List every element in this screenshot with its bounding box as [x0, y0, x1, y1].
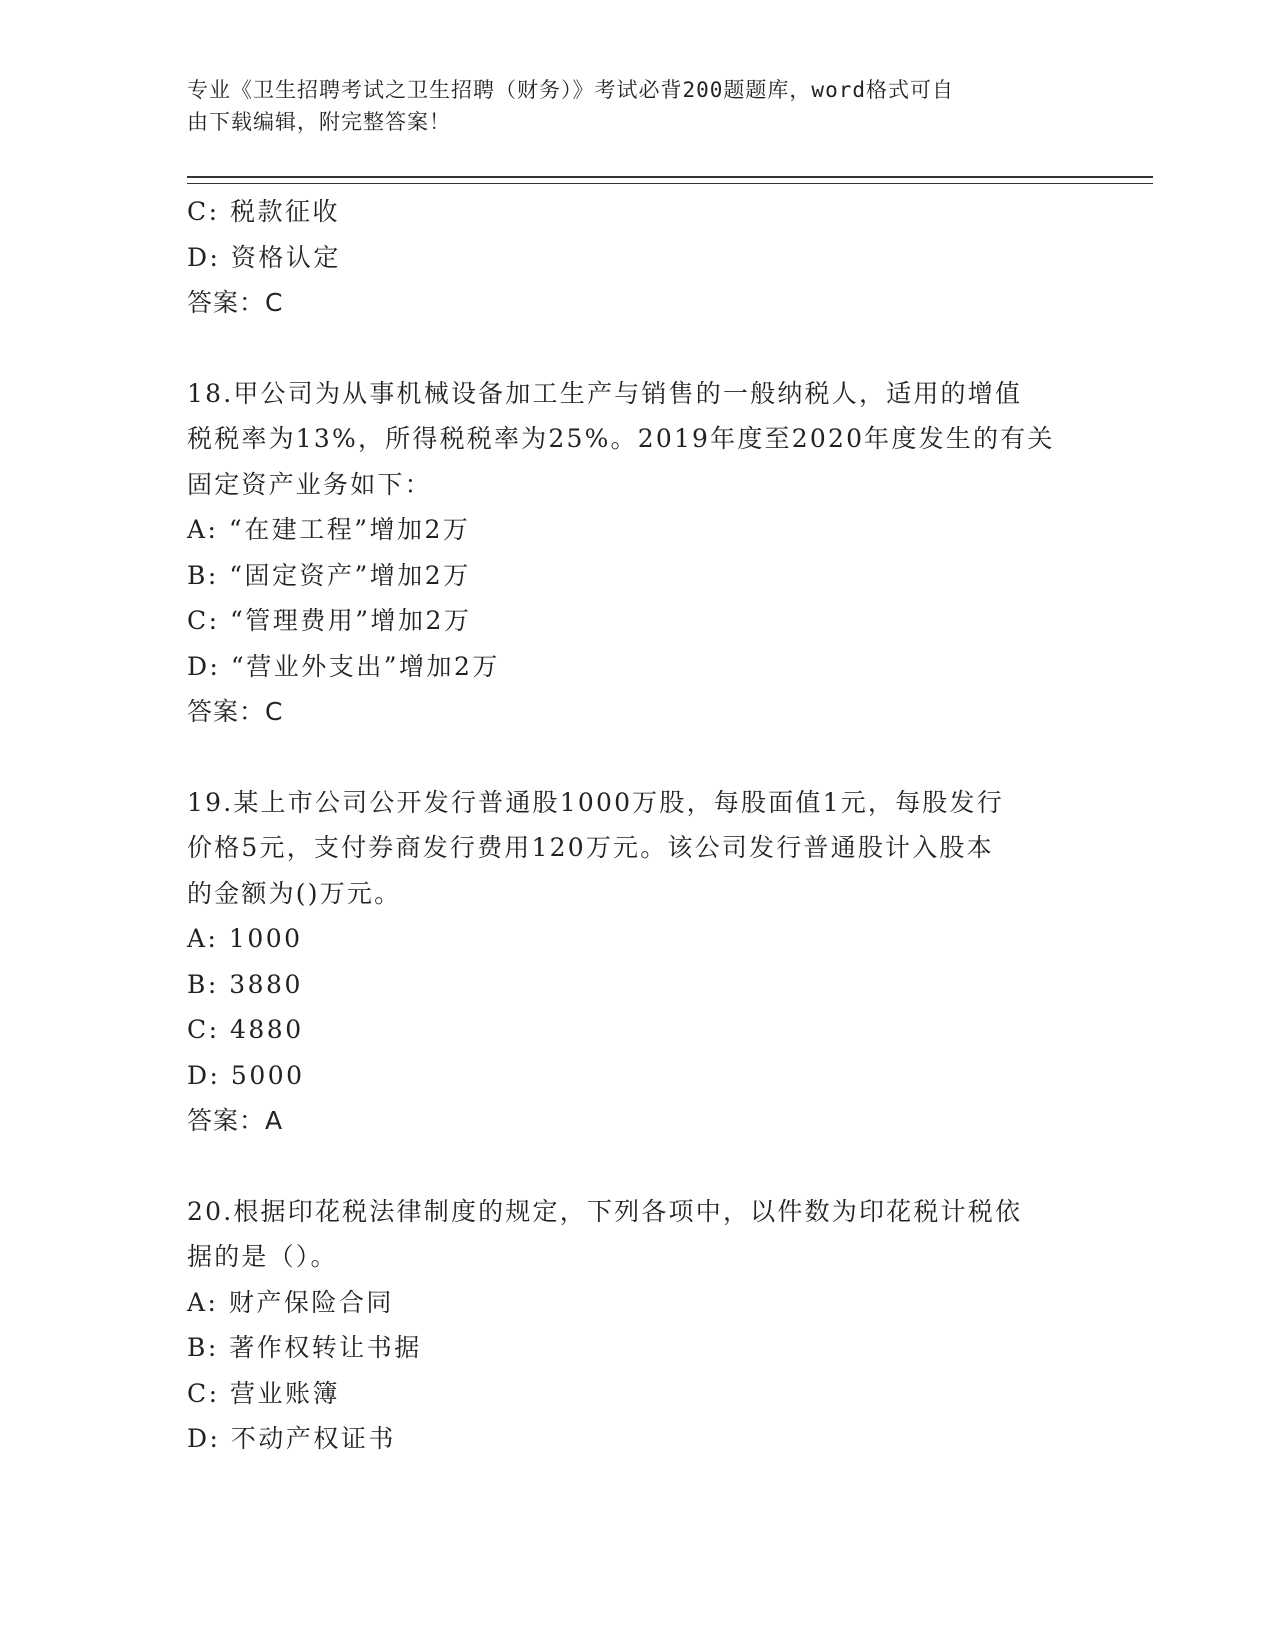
question-stem	[187, 371, 1087, 508]
option-b: B: 著作权转让书据	[187, 1333, 422, 1362]
option-c: C: 4880	[187, 1015, 304, 1044]
question-20	[187, 1189, 1087, 1462]
option-c: C: “管理费用”增加2万	[187, 606, 472, 635]
stem-line: 18.甲公司为从事机械设备加工生产与销售的一般纳税人，适用的增值	[187, 378, 1023, 408]
stem-line: 固定资产业务如下：	[187, 469, 432, 499]
option-d: D: 资格认定	[187, 242, 341, 272]
option-b: B: 3880	[187, 969, 303, 999]
option-d: D: 不动产权证书	[187, 1424, 396, 1453]
stem-line: 据的是（）。	[187, 1242, 338, 1271]
option-a: A: 1000	[187, 924, 303, 953]
header-line-2: 由下载编辑，附完整答案！	[187, 110, 451, 134]
header-divider-thick	[187, 176, 1153, 178]
stem-line: 19.某上市公司公开发行普通股1000万股，每股面值1元，每股发行	[187, 787, 1004, 817]
stem-line: 的金额为()万元。	[187, 878, 402, 908]
question-stem	[187, 780, 1087, 917]
header-divider-thin	[187, 183, 1153, 184]
option-d: D: 5000	[187, 1060, 305, 1090]
stem-line: 税税率为13%，所得税税率为25%。2019年度至2020年度发生的有关	[187, 424, 1055, 453]
option-a: A: “在建工程”增加2万	[187, 515, 471, 544]
option-b: B: “固定资产”增加2万	[187, 560, 471, 590]
answer-line: 答案：A	[187, 1106, 284, 1135]
option-d: D: “营业外支出”增加2万	[187, 651, 500, 681]
stem-line: 价格5元，支付券商发行费用120万元。该公司发行普通股计入股本	[187, 833, 994, 862]
answer-line: 答案：C	[187, 697, 284, 726]
question-19	[187, 780, 1087, 1144]
question-stem	[187, 1189, 1087, 1280]
question-18	[187, 371, 1087, 735]
document-header	[187, 74, 1067, 138]
option-c: C: 税款征收	[187, 197, 340, 226]
document-body	[187, 189, 1087, 1462]
stem-line: 20.根据印花税法律制度的规定，下列各项中，以件数为印花税计税依	[187, 1196, 1023, 1226]
answer-line: 答案：C	[187, 288, 284, 317]
option-c: C: 营业账簿	[187, 1378, 340, 1408]
question-17	[187, 189, 1087, 326]
header-line-1: 专业《卫生招聘考试之卫生招聘（财务）》考试必背200题题库，word格式可自	[187, 78, 954, 102]
option-a: A: 财产保险合同	[187, 1287, 394, 1317]
